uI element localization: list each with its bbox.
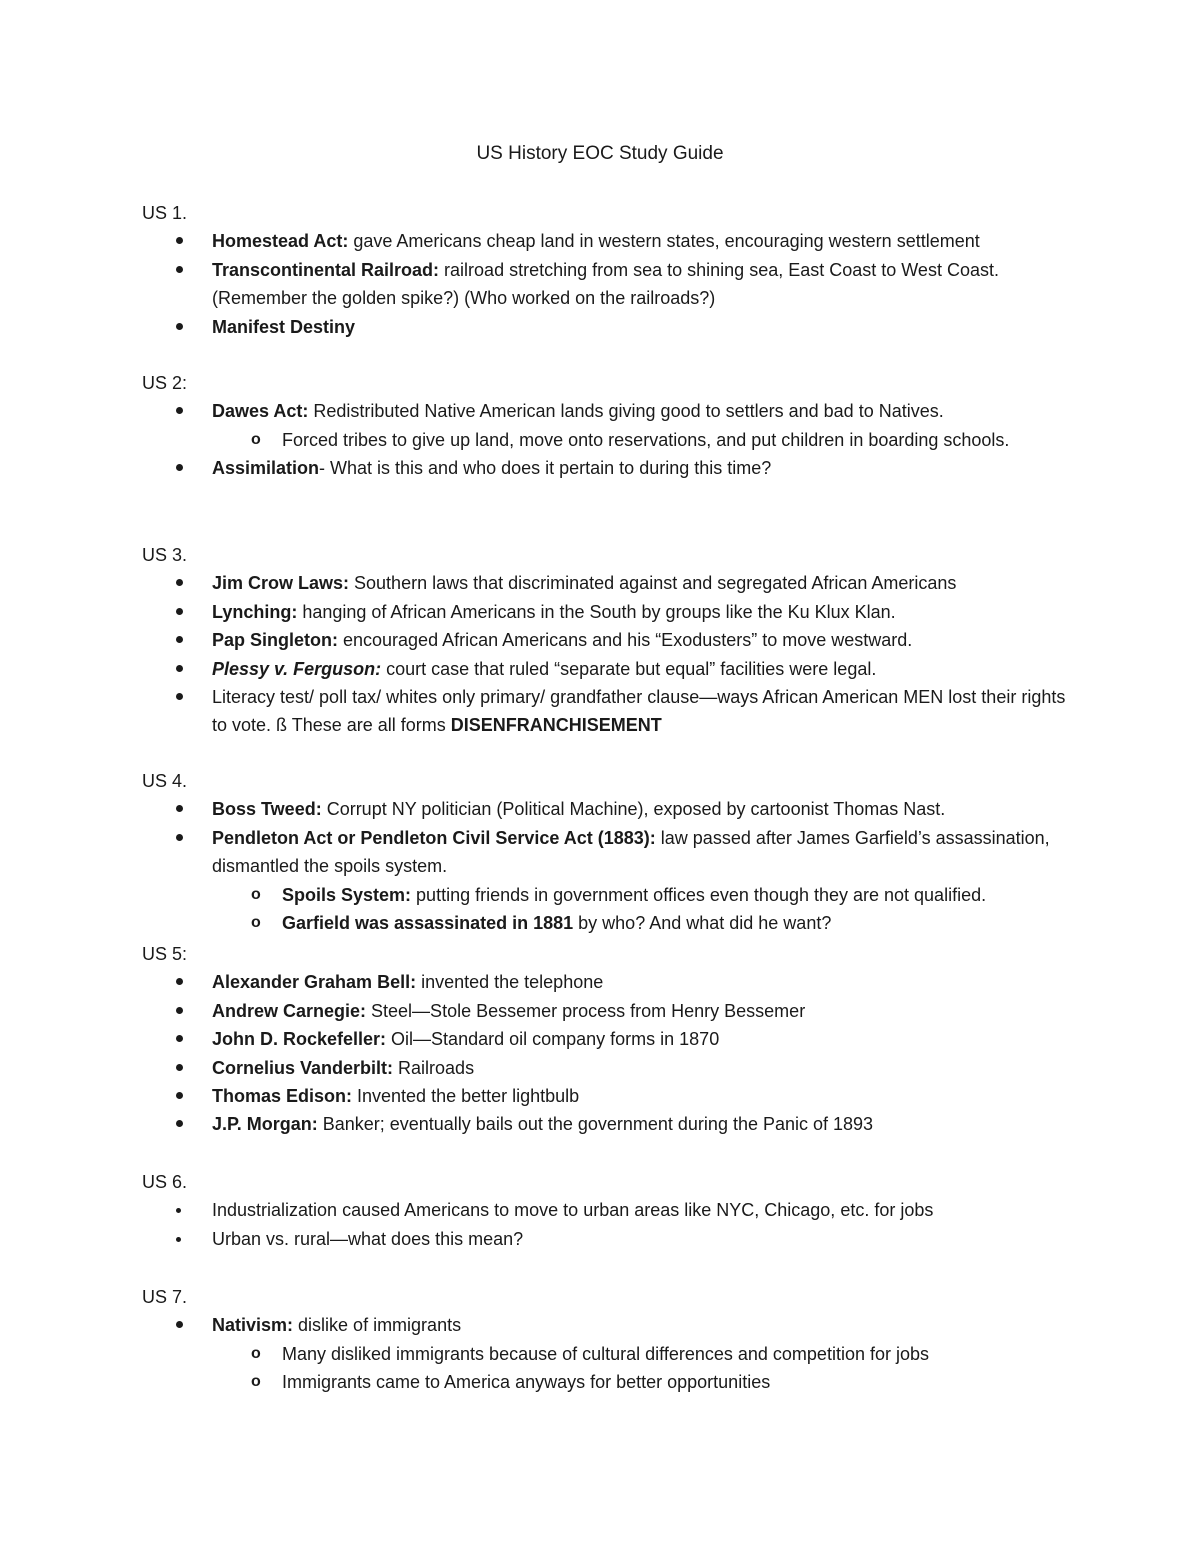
bullet-list: [142, 227, 1082, 341]
bullet-list: [142, 569, 1082, 739]
emphasis-term: DISENFRANCHISEMENT: [450, 715, 662, 736]
sub-list-item: [142, 881, 1082, 909]
list-item: [142, 598, 1082, 626]
list-item: [142, 227, 1082, 255]
bullet-list: [142, 397, 1082, 482]
bullet-dot-icon: [176, 1035, 183, 1042]
term-label: Alexander Graham Bell:: [212, 972, 417, 993]
list-item: [142, 1082, 1082, 1110]
list-item: [142, 968, 1082, 996]
section-heading: US 7.: [142, 1287, 188, 1307]
term-label: Thomas Edison:: [212, 1086, 353, 1107]
section-us2: [142, 369, 1082, 483]
list-item: [142, 683, 1082, 740]
sub-list-item: [142, 426, 1082, 454]
term-label: Transcontinental Railroad:: [212, 259, 440, 280]
term-description: putting friends in government offices even though they are not qualified.: [411, 884, 987, 905]
list-item: [142, 397, 1082, 425]
bullet-dot-icon: [176, 636, 183, 643]
term-label: Pap Singleton:: [212, 630, 338, 651]
list-item: [142, 454, 1082, 482]
term-description: gave Americans cheap land in western states, encouraging western settlement: [348, 231, 980, 252]
list-item: [142, 256, 1082, 313]
term-label: Lynching:: [212, 601, 298, 622]
term-label: Homestead Act:: [212, 231, 349, 252]
section-us3: [142, 541, 1082, 740]
term-label: Andrew Carnegie:: [212, 1000, 367, 1021]
bullet-dot-icon: [176, 579, 183, 586]
term-description: Redistributed Native American lands giving good to settlers and bad to Natives.: [308, 401, 944, 422]
section-heading: US 4.: [142, 771, 188, 791]
bullet-dot-icon: [176, 1208, 181, 1213]
term-description: Railroads: [393, 1057, 475, 1078]
term-description: law passed after James Garfield’s assassination, dismantled the spoils system.: [212, 827, 1050, 877]
term-label: Nativism:: [212, 1315, 294, 1336]
list-item: [142, 1225, 1082, 1253]
term-description: encouraged African Americans and his “Exodusters” to move westward.: [338, 630, 913, 651]
term-description: railroad stretching from sea to shining sea, East Coast to West Coast. (Remember the golden spike?) (Who worked on the railroads?): [212, 259, 999, 309]
list-item: [142, 795, 1082, 823]
bullet-list: [142, 795, 1082, 937]
term-label: Cornelius Vanderbilt:: [212, 1057, 394, 1078]
section-heading: US 1.: [142, 203, 188, 223]
section-heading: US 6.: [142, 1172, 188, 1192]
term-description: Banker; eventually bails out the government during the Panic of 1893: [317, 1114, 874, 1135]
term-description: by who? And what did he want?: [573, 913, 832, 934]
bullet-dot-icon: [176, 1092, 183, 1099]
section-us5: [142, 940, 1082, 1139]
term-description: Southern laws that discriminated against and segregated African Americans: [349, 573, 957, 594]
bullet-dot-icon: [176, 237, 183, 244]
bullet-list: [142, 968, 1082, 1138]
sub-list-item: [142, 1340, 1082, 1368]
list-item: [142, 824, 1082, 881]
term-description: Corrupt NY politician (Political Machine), exposed by cartoonist Thomas Nast.: [321, 799, 946, 820]
bullet-dot-icon: [176, 978, 183, 985]
term-label: Boss Tweed:: [212, 799, 322, 820]
bullet-dot-icon: [176, 266, 183, 273]
section-us6: [142, 1168, 1082, 1253]
section-us7: [142, 1283, 1082, 1397]
term-description: Forced tribes to give up land, move onto reservations, and put children in boarding schools.: [282, 429, 1010, 450]
term-description: Steel—Stole Bessemer process from Henry Bessemer: [366, 1000, 806, 1021]
list-item: [142, 626, 1082, 654]
bullet-dot-icon: [176, 1321, 183, 1328]
list-item: [142, 313, 1082, 341]
term-label: Plessy v. Ferguson:: [212, 658, 382, 679]
term-description: Industrialization caused Americans to move to urban areas like NYC, Chicago, etc. for jobs: [212, 1200, 934, 1221]
circle-bullet-icon: o: [251, 1373, 261, 1391]
bullet-list: [142, 1196, 1082, 1253]
bullet-dot-icon: [176, 1120, 183, 1127]
term-description: - What is this and who does it pertain to during this time?: [319, 458, 772, 479]
term-label: Garfield was assassinated in 1881: [282, 913, 574, 934]
term-description: Oil—Standard oil company forms in 1870: [386, 1029, 720, 1050]
sub-list-item: [142, 909, 1082, 937]
list-item: [142, 1196, 1082, 1224]
section-heading: US 2:: [142, 373, 188, 393]
list-item: [142, 569, 1082, 597]
bullet-dot-icon: [176, 323, 183, 330]
term-description: Many disliked immigrants because of cultural differences and competition for jobs: [282, 1343, 929, 1364]
circle-bullet-icon: o: [251, 914, 261, 932]
term-label: Assimilation: [212, 458, 320, 479]
term-description: Literacy test/ poll tax/ whites only primary/ grandfather clause—ways African American MEN lost their rights to vote. ß These are all forms: [212, 687, 1066, 736]
bullet-dot-icon: [176, 665, 183, 672]
term-label: Spoils System:: [282, 884, 412, 905]
circle-bullet-icon: o: [251, 430, 261, 448]
list-item: [142, 1110, 1082, 1138]
list-item: [142, 1054, 1082, 1082]
bullet-list: [142, 1311, 1082, 1396]
bullet-dot-icon: [176, 1007, 183, 1014]
term-description: Invented the better lightbulb: [352, 1086, 580, 1107]
sub-list-item: [142, 1368, 1082, 1396]
bullet-dot-icon: [176, 1237, 181, 1242]
bullet-dot-icon: [176, 464, 183, 471]
term-label: Pendleton Act or Pendleton Civil Service Act (1883):: [212, 827, 656, 848]
bullet-dot-icon: [176, 608, 183, 615]
list-item: [142, 1311, 1082, 1339]
term-label: Manifest Destiny: [212, 316, 356, 337]
term-label: Dawes Act:: [212, 401, 309, 422]
term-description: Urban vs. rural—what does this mean?: [212, 1228, 524, 1249]
bullet-dot-icon: [176, 834, 183, 841]
term-description: hanging of African Americans in the South by groups like the Ku Klux Klan.: [297, 601, 896, 622]
list-item: [142, 997, 1082, 1025]
term-label: John D. Rockefeller:: [212, 1029, 387, 1050]
section-us4: [142, 767, 1082, 937]
term-label: Jim Crow Laws:: [212, 573, 350, 594]
circle-bullet-icon: o: [251, 885, 261, 903]
bullet-dot-icon: [176, 805, 183, 812]
section-heading: US 3.: [142, 545, 188, 565]
term-description: invented the telephone: [416, 972, 604, 993]
page-title: US History EOC Study Guide: [476, 143, 724, 164]
term-description: court case that ruled “separate but equal” facilities were legal.: [381, 658, 877, 679]
bullet-dot-icon: [176, 407, 183, 414]
list-item: [142, 1025, 1082, 1053]
section-heading: US 5:: [142, 944, 188, 964]
section-us1: [142, 199, 1082, 341]
term-description: Immigrants came to America anyways for better opportunities: [282, 1372, 771, 1393]
list-item: [142, 655, 1082, 683]
term-description: dislike of immigrants: [293, 1315, 462, 1336]
circle-bullet-icon: o: [251, 1344, 261, 1362]
term-label: J.P. Morgan:: [212, 1114, 318, 1135]
bullet-dot-icon: [176, 693, 183, 700]
bullet-dot-icon: [176, 1064, 183, 1071]
